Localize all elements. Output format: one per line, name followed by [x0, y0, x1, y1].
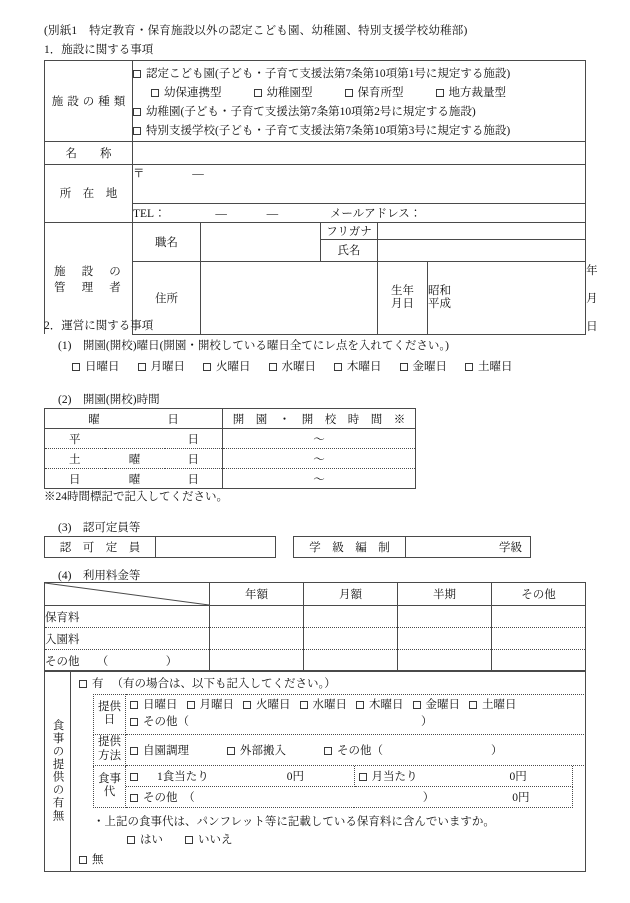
email-label: メールアドレス： — [329, 207, 422, 220]
meal-fee-question: ・上記の食事代は、パンフレット等に記載している保育料に含んでいますか。 — [93, 816, 495, 828]
open-day-sunday[interactable] — [72, 358, 120, 374]
manager-address-label: 住所 — [133, 261, 201, 334]
table-row-open-hours-header — [45, 409, 416, 429]
checkbox-icon[interactable] — [359, 773, 367, 781]
open-hours-row1-c2: 曜 — [105, 449, 165, 469]
meal-day-thursday-label: 木曜日 — [369, 699, 404, 711]
tel-label: TEL： — [133, 207, 166, 220]
checkbox-icon[interactable] — [269, 363, 277, 371]
meal-method-in-house[interactable] — [130, 742, 189, 758]
checkbox-icon[interactable] — [436, 89, 444, 97]
meal-fee-answer-no[interactable] — [185, 831, 233, 847]
section2-title: 2．運営に関する事項 — [44, 320, 154, 332]
open-hours-row0-c2 — [105, 429, 165, 449]
sub-option-1[interactable] — [254, 84, 313, 103]
meal-fee-per-meal-cell[interactable] — [126, 766, 354, 787]
meal-provide-method-options-cell[interactable] — [126, 734, 586, 765]
meal-day-monday[interactable] — [187, 697, 235, 714]
open-day-saturday[interactable] — [465, 358, 513, 374]
manager-address-value[interactable] — [201, 261, 378, 334]
meal-provision-content-cell — [71, 671, 586, 872]
open-day-friday-label: 金曜日 — [412, 361, 447, 373]
meal-fee-other-close: ） — [422, 791, 435, 804]
table-row-address-postal — [45, 164, 586, 203]
open-hours-row1-c3: 日 — [165, 449, 223, 469]
table-row-meal-provide-day — [94, 695, 586, 735]
meal-method-in-house-label: 自園調理 — [143, 744, 189, 757]
open-hours-footnote: ※24時間標記で記入してください。 — [44, 491, 228, 503]
meal-fee-answer-row[interactable] — [79, 831, 579, 847]
open-hours-col-day — [45, 409, 223, 429]
fee-row-0-label: 保育料 — [45, 606, 210, 628]
table-row-class-organization — [294, 537, 531, 558]
open-day-friday[interactable] — [400, 358, 448, 374]
era-heisei: 平成 — [428, 297, 451, 310]
meal-provide-method-label-line2: 方法 — [98, 749, 121, 762]
open-day-monday[interactable] — [138, 358, 186, 374]
fee-row-1-other[interactable] — [492, 628, 586, 650]
table-row-open-hours-weekday — [45, 429, 416, 449]
document-header-note: (別紙1 特定教育・保育施設以外の認定こども園、幼稚園、特別支援学校幼稚部) — [44, 25, 468, 37]
facility-address-postal-cell[interactable] — [133, 164, 586, 203]
open-day-wednesday[interactable] — [269, 358, 317, 374]
fee-row-1-label: 入園料 — [45, 628, 210, 650]
birth-label-line2: 月日 — [391, 297, 414, 310]
checkbox-icon[interactable] — [254, 89, 262, 97]
manager-era-cell[interactable] — [428, 261, 586, 334]
checkbox-icon[interactable] — [243, 701, 251, 709]
meal-fee-answer-yes[interactable] — [127, 831, 163, 847]
class-organization-table — [293, 536, 531, 558]
facility-type-option-1: 幼稚園(子ども・子育て支援法第7条第10項第2号に規定する施設) — [146, 105, 476, 118]
sub-option-1-label: 幼稚園型 — [266, 86, 313, 99]
open-day-thursday-label: 木曜日 — [347, 361, 382, 373]
checkbox-icon[interactable] — [130, 794, 138, 802]
meal-day-friday[interactable] — [413, 697, 461, 714]
checkbox-icon[interactable] — [151, 89, 159, 97]
manager-name-label: 氏名 — [321, 239, 378, 261]
usage-fees-table — [44, 582, 586, 672]
approved-capacity-value[interactable] — [156, 537, 276, 558]
section1-title: 1．施設に関する事項 — [44, 44, 154, 56]
class-organization-label: 学 級 編 制 — [294, 537, 406, 558]
meal-day-monday-label: 月曜日 — [199, 699, 234, 711]
meal-method-other[interactable] — [324, 742, 503, 758]
class-organization-value-cell[interactable] — [406, 537, 531, 558]
open-day-tuesday-label: 火曜日 — [216, 361, 251, 373]
facility-type-options-cell — [133, 61, 586, 142]
meal-provide-method-label-line1: 提供 — [98, 736, 121, 749]
diagonal-slash-icon — [45, 583, 209, 605]
table-row-fee-admission — [45, 628, 586, 650]
meal-provision-vertical-label — [45, 671, 71, 872]
manager-position-label: 職名 — [133, 222, 201, 261]
meal-fee-values-cell — [126, 765, 586, 808]
fee-row-2-halfterm[interactable] — [398, 650, 492, 672]
meal-fee-answer-no-label: いいえ — [198, 834, 233, 846]
facility-info-table — [44, 60, 598, 335]
table-row-meal-provision — [45, 671, 586, 872]
birth-label-line1: 生年 — [391, 284, 414, 297]
checkbox-icon[interactable] — [130, 747, 138, 755]
checkbox-icon[interactable] — [469, 701, 477, 709]
open-days-title: (1) 開園(開校)曜日(開園・開校している曜日全てにレ点を入れてください。) — [58, 340, 449, 352]
meal-fee-other-label: その他 （ — [143, 791, 195, 804]
meal-provision-vertical-label-text: 食事の提供の有無 — [51, 719, 64, 823]
meal-day-tuesday[interactable] — [243, 697, 291, 714]
postal-dash: — — [192, 167, 204, 180]
birth-month-unit: 月 — [586, 292, 598, 305]
manager-position-value[interactable] — [201, 222, 321, 261]
fee-row-2-monthly[interactable] — [304, 650, 398, 672]
open-hours-row0-value[interactable]: ～ — [223, 429, 416, 449]
table-row-meal-fee — [94, 765, 586, 808]
table-row-meal-provide-method — [94, 734, 586, 765]
fees-corner-cell — [45, 583, 210, 606]
checkbox-icon[interactable] — [334, 363, 342, 371]
tel-dash-2: — — [266, 207, 279, 220]
fees-title: (4) 利用料金等 — [58, 570, 141, 582]
checkbox-icon[interactable] — [413, 701, 421, 709]
checkbox-icon[interactable] — [133, 70, 141, 78]
meal-provide-method-label — [94, 734, 126, 765]
open-hours-col-day-right: 日 — [167, 413, 179, 426]
meal-day-thursday[interactable] — [356, 697, 404, 714]
meal-day-wednesday[interactable] — [300, 697, 348, 714]
table-row-fee-other — [45, 650, 586, 672]
birth-year-unit: 年 — [586, 264, 598, 277]
meal-method-other-close: ） — [491, 744, 503, 757]
fee-row-0-monthly[interactable] — [304, 606, 398, 628]
meal-fee-per-meal-value: 0円 — [286, 770, 304, 783]
fees-col-halfterm: 半期 — [398, 583, 492, 606]
manager-furigana-value[interactable] — [378, 222, 586, 239]
meal-provide-day-checkbox-row[interactable] — [130, 697, 581, 714]
open-hours-row2-c3: 日 — [165, 469, 223, 489]
facility-type-option-row-2[interactable] — [133, 122, 585, 141]
meal-fee-per-month-cell[interactable] — [354, 766, 572, 787]
open-day-thursday[interactable] — [334, 358, 382, 374]
sub-option-3[interactable] — [436, 84, 507, 103]
meal-day-saturday[interactable] — [469, 697, 517, 714]
checkbox-icon[interactable] — [300, 701, 308, 709]
table-row-manager-furigana — [45, 222, 586, 239]
table-row-fees-header — [45, 583, 586, 606]
open-day-monday-label: 月曜日 — [150, 361, 185, 373]
checkbox-icon[interactable] — [130, 718, 138, 726]
meal-day-sunday[interactable] — [130, 697, 178, 714]
checkbox-icon[interactable] — [133, 127, 141, 135]
fees-col-monthly: 月額 — [304, 583, 398, 606]
open-hours-table — [44, 408, 416, 489]
facility-name-label: 名 称 — [45, 141, 133, 164]
meal-day-friday-label: 金曜日 — [425, 699, 460, 711]
checkbox-icon[interactable] — [465, 363, 473, 371]
table-row-meal-fee-per-unit — [126, 766, 586, 787]
fee-row-0-yearly[interactable] — [210, 606, 304, 628]
sub-option-2-label: 保育所型 — [357, 86, 404, 99]
meal-fee-per-meal-label: 1食当たり — [157, 770, 209, 783]
meal-no-label: 無 — [92, 854, 104, 866]
sub-option-0[interactable] — [151, 84, 222, 103]
postal-mark: 〒 — [133, 167, 145, 180]
facility-type-option-2: 特別支援学校(子ども・子育て支援法第7条第10項第3号に規定する施設) — [146, 124, 511, 137]
manager-birth-label — [378, 261, 428, 334]
table-row-facility-name — [45, 141, 586, 164]
facility-type-label: 施設の種類 — [45, 61, 133, 142]
meal-fee-answer-yes-label: はい — [140, 834, 163, 846]
facility-type-sub-option-row[interactable] — [133, 84, 585, 103]
meal-fee-other-cell[interactable] — [126, 786, 572, 807]
open-hours-row0-c1: 平 — [45, 429, 105, 449]
meal-fee-spacer-cell — [572, 766, 586, 787]
meal-yes-note: （有の場合は、以下も記入してください。） — [111, 678, 336, 690]
checkbox-icon[interactable] — [133, 108, 141, 116]
capacity-title: (3) 認可定員等 — [58, 522, 141, 534]
fees-col-yearly: 年額 — [210, 583, 304, 606]
facility-type-option-row-0[interactable] — [133, 65, 585, 84]
fee-row-1-halfterm[interactable] — [398, 628, 492, 650]
approved-capacity-table — [44, 536, 276, 558]
fee-row-1-yearly[interactable] — [210, 628, 304, 650]
open-day-saturday-label: 土曜日 — [478, 361, 513, 373]
sub-option-2[interactable] — [345, 84, 404, 103]
meal-fee-per-month-label: 月当たり — [371, 770, 418, 783]
meal-day-saturday-label: 土曜日 — [482, 699, 517, 711]
meal-provide-day-other-label: その他（ — [143, 716, 189, 729]
table-row-facility-type — [45, 61, 586, 142]
open-day-tuesday[interactable] — [203, 358, 251, 374]
sub-option-3-label: 地方裁量型 — [448, 86, 506, 99]
meal-provide-day-label-line2: 日 — [103, 714, 116, 727]
meal-method-other-label: その他（ — [337, 744, 383, 757]
checkbox-icon[interactable] — [227, 747, 235, 755]
meal-provision-table — [44, 670, 586, 872]
checkbox-icon[interactable] — [185, 836, 193, 844]
checkbox-icon[interactable] — [138, 363, 146, 371]
table-row-meal-fee-other — [126, 786, 586, 807]
approved-capacity-label: 認 可 定 員 — [45, 537, 156, 558]
meal-day-sunday-label: 日曜日 — [143, 699, 178, 711]
checkbox-icon[interactable] — [203, 363, 211, 371]
meal-fee-inner-table — [126, 766, 586, 808]
open-hours-row2-c2: 曜 — [105, 469, 165, 489]
fee-row-2-label: その他 （ ） — [45, 650, 210, 672]
manager-label-line1: 施 設 の — [54, 265, 123, 278]
table-row-open-hours-sunday — [45, 469, 416, 489]
manager-furigana-label: フリガナ — [321, 222, 378, 239]
checkbox-icon[interactable] — [356, 701, 364, 709]
birth-day-unit: 日 — [586, 320, 598, 333]
meal-provide-day-label — [94, 695, 126, 735]
facility-type-option-0: 認定こども園(子ども・子育て支援法第7条第10項第1号に規定する施設) — [146, 68, 511, 80]
meal-provide-day-other-close: ） — [421, 716, 433, 729]
meal-provide-day-label-line1: 提供 — [98, 701, 121, 714]
fee-row-1-monthly[interactable] — [304, 628, 398, 650]
checkbox-icon[interactable] — [187, 701, 195, 709]
sub-option-0-label: 幼保連携型 — [164, 86, 222, 99]
checkbox-icon[interactable] — [72, 363, 80, 371]
checkbox-icon[interactable] — [345, 89, 353, 97]
meal-fee-label-line2: 代 — [103, 786, 116, 799]
table-row-open-hours-saturday — [45, 449, 416, 469]
checkbox-icon[interactable] — [324, 747, 332, 755]
facility-name-value[interactable] — [133, 141, 586, 164]
fee-row-2-other[interactable] — [492, 650, 586, 672]
tel-dash-1: — — [215, 207, 227, 220]
open-day-wednesday-label: 水曜日 — [281, 361, 316, 373]
manager-label-line2: 管 理 者 — [54, 281, 123, 294]
open-hours-row0-c3: 日 — [165, 429, 223, 449]
meal-fee-spacer-cell-2 — [572, 786, 586, 807]
checkbox-icon[interactable] — [79, 680, 87, 688]
meal-fee-other-value: 0円 — [512, 791, 530, 804]
meal-no-row[interactable] — [79, 851, 579, 867]
facility-type-option-row-1[interactable] — [133, 103, 585, 122]
checkbox-icon[interactable] — [130, 773, 138, 781]
meal-method-external[interactable] — [227, 742, 286, 758]
meal-method-external-label: 外部搬入 — [240, 744, 286, 757]
fee-row-0-other[interactable] — [492, 606, 586, 628]
fee-row-0-halfterm[interactable] — [398, 606, 492, 628]
meal-yes-label: 有 — [92, 678, 104, 690]
meal-details-table — [93, 694, 586, 808]
meal-fee-label-line1: 食事 — [98, 773, 121, 786]
checkbox-icon[interactable] — [127, 836, 135, 844]
table-row-approved-capacity — [45, 537, 276, 558]
open-hours-row1-value[interactable]: ～ — [223, 449, 416, 469]
checkbox-icon[interactable] — [79, 856, 87, 864]
meal-provide-day-other-row[interactable] — [130, 714, 581, 731]
checkbox-icon[interactable] — [400, 363, 408, 371]
class-organization-unit: 学級 — [499, 542, 522, 554]
meal-provide-day-options-cell — [126, 695, 586, 735]
era-showa: 昭和 — [428, 284, 451, 297]
open-days-checkbox-row[interactable] — [72, 358, 513, 374]
meal-fee-per-month-value: 0円 — [509, 770, 527, 783]
fees-col-other: その他 — [492, 583, 586, 606]
open-hours-col-day-left: 曜 — [88, 413, 100, 426]
open-hours-col-hours: 開 園 ・ 開 校 時 間 ※ — [223, 409, 416, 429]
meal-day-tuesday-label: 火曜日 — [256, 699, 291, 711]
open-hours-title: (2) 開園(開校)時間 — [58, 394, 160, 406]
open-hours-row1-c1: 土 — [45, 449, 105, 469]
facility-tel-cell[interactable] — [133, 203, 586, 222]
meal-fee-label — [94, 765, 126, 808]
table-row-fee-childcare — [45, 606, 586, 628]
checkbox-icon[interactable] — [130, 701, 138, 709]
open-hours-row2-c1: 日 — [45, 469, 105, 489]
open-day-sunday-label: 日曜日 — [85, 361, 120, 373]
manager-name-value[interactable] — [378, 239, 586, 261]
open-hours-row2-value[interactable]: ～ — [223, 469, 416, 489]
fee-row-2-yearly[interactable] — [210, 650, 304, 672]
facility-address-label: 所 在 地 — [45, 164, 133, 222]
meal-day-wednesday-label: 水曜日 — [312, 699, 347, 711]
meal-provide-method-checkbox-row[interactable] — [130, 742, 581, 758]
meal-yes-row[interactable] — [79, 675, 579, 691]
